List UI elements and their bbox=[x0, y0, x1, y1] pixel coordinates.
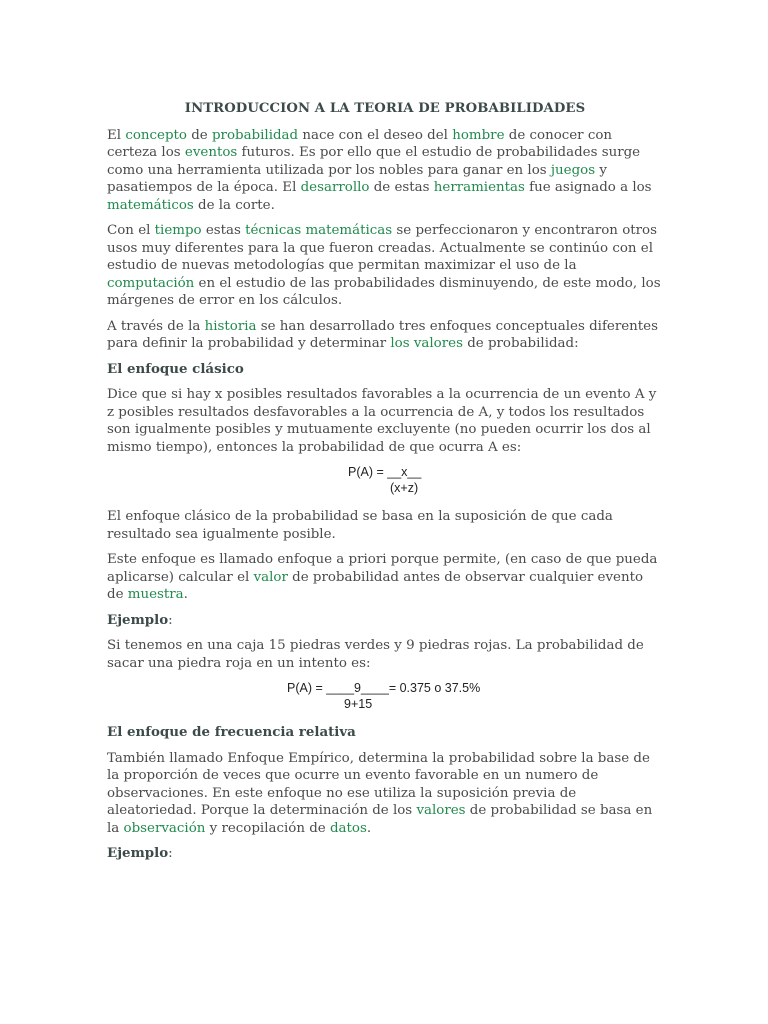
heading-classic-approach: El enfoque clásico bbox=[107, 360, 244, 377]
text-run: y recopilación de bbox=[205, 820, 330, 836]
text-run: en el estudio de las probabilidades disminuyendo, de este modo, los márgenes de error en los cálculos. bbox=[107, 275, 661, 308]
formula-example-main bbox=[287, 680, 480, 698]
text-run: y pasatiempos de la época. El bbox=[107, 162, 607, 195]
text-run: estas bbox=[201, 223, 246, 238]
formula-classic-denominator: (x+z) bbox=[390, 481, 419, 495]
formula-example-lhs: P(A) = bbox=[287, 681, 327, 695]
paragraph-example-1 bbox=[107, 637, 663, 672]
text-run: El enfoque clásico de la probabilidad se basa en la suposición de que cada resultado sea igualmente posible. bbox=[107, 509, 613, 542]
paragraph-a-priori bbox=[107, 551, 663, 604]
inline-link[interactable]: técnicas matemáticas bbox=[245, 223, 393, 238]
paragraph-relative-frequency bbox=[107, 750, 663, 838]
formula-classic-main bbox=[348, 464, 421, 482]
example-colon: : bbox=[168, 612, 173, 628]
formula-example-numerator: ____9____ bbox=[326, 681, 389, 695]
text-run: de bbox=[186, 127, 212, 143]
example-colon: : bbox=[168, 846, 173, 861]
formula-example-result: = 0.375 o 37.5% bbox=[388, 681, 481, 695]
inline-link[interactable]: desarrollo bbox=[300, 180, 370, 195]
example-label: Ejemplo bbox=[107, 611, 169, 628]
document-title: INTRODUCCION A LA TEORIA DE PROBABILIDADES bbox=[184, 101, 586, 116]
inline-link[interactable]: datos bbox=[329, 820, 367, 836]
inline-link[interactable]: eventos bbox=[184, 145, 238, 160]
text-run: También llamado Enfoque Empírico, determina la probabilidad sobre la base de la proporción de veces que ocurre un evento favorable en un numero de observaciones. En este enfoque no ese utiliza la suposición previa de aleatoriedad. Porque la determinación de los bbox=[107, 750, 650, 818]
inline-link[interactable]: juegos bbox=[550, 162, 596, 178]
text-run: Con el bbox=[107, 223, 155, 238]
text-run: Si tenemos en una caja 15 piedras verdes y 9 piedras rojas. La probabilidad de sacar una piedra roja en un intento es: bbox=[107, 638, 644, 671]
text-run: . bbox=[183, 587, 188, 602]
text-run: A través de la bbox=[107, 318, 205, 334]
text-run: Dice que si hay x posibles resultados favorables a la ocurrencia de un evento A y z posibles resultados desfavorables a la ocurrencia de A, y todos los resultados son igualmente posibles y mutuamente excluyente (no pueden ocurrir los dos al mismo tiempo), entonces la probabilidad de que ocurra A es: bbox=[107, 387, 657, 455]
inline-link[interactable]: observación bbox=[123, 820, 206, 836]
inline-link[interactable]: hombre bbox=[452, 127, 505, 143]
text-run: de estas bbox=[369, 180, 434, 195]
inline-link[interactable]: valores bbox=[416, 803, 466, 818]
paragraph-approaches bbox=[107, 318, 663, 353]
inline-link[interactable]: muestra bbox=[127, 587, 184, 602]
text-run: de conocer con certeza los bbox=[107, 127, 613, 160]
inline-link[interactable]: matemáticos bbox=[107, 197, 194, 213]
paragraph-classic-assumption bbox=[107, 508, 663, 543]
inline-link[interactable]: concepto bbox=[125, 127, 187, 143]
inline-link[interactable]: valor bbox=[253, 569, 288, 585]
text-run: Este enfoque es llamado enfoque a priori porque permite, (en caso de que pueda aplicarse) calcular el bbox=[107, 552, 658, 585]
inline-link[interactable]: historia bbox=[204, 318, 257, 334]
text-run: fue asignado a los bbox=[524, 180, 652, 195]
heading-example-1 bbox=[107, 612, 663, 630]
inline-link[interactable]: herramientas bbox=[433, 180, 525, 195]
text-run: . bbox=[366, 820, 372, 836]
inline-link[interactable]: los valores bbox=[390, 336, 463, 351]
formula-classic-numerator: __x__ bbox=[387, 465, 422, 479]
text-run: se han desarrollado tres enfoques conceptuales diferentes para definir la probabilidad y determinar bbox=[107, 318, 658, 351]
text-run: de la corte. bbox=[193, 197, 275, 213]
formula-classic bbox=[107, 464, 663, 502]
text-run: de probabilidad se basa en la bbox=[107, 803, 653, 836]
example-label: Ejemplo bbox=[107, 845, 169, 861]
paragraph-history bbox=[107, 222, 663, 310]
inline-link[interactable]: probabilidad bbox=[211, 127, 299, 143]
text-run: se perfeccionaron y encontraron otros usos muy diferentes para la que fueron creadas. Actualmente se continúo con el estudio de nuevas metodologías que permitan maximizar el uso de la bbox=[107, 223, 657, 273]
text-run: de probabilidad: bbox=[462, 336, 579, 351]
text-run: El bbox=[107, 127, 126, 143]
text-run: de probabilidad antes de observar cualquier evento de bbox=[107, 569, 644, 602]
text-run: futuros. Es por ello que el estudio de probabilidades surge como una herramienta utilizada por los nobles para ganar en los bbox=[107, 145, 641, 178]
formula-example-denominator: 9+15 bbox=[344, 697, 373, 711]
heading-example-2 bbox=[107, 845, 663, 863]
formula-example bbox=[107, 680, 663, 718]
inline-link[interactable]: tiempo bbox=[154, 223, 202, 238]
heading-relative-frequency: El enfoque de frecuencia relativa bbox=[107, 724, 356, 740]
paragraph-intro bbox=[107, 127, 663, 215]
text-run: nace con el deseo del bbox=[298, 127, 453, 143]
paragraph-classic-definition bbox=[107, 386, 663, 456]
document-page bbox=[107, 100, 663, 871]
inline-link[interactable]: computación bbox=[107, 275, 195, 291]
formula-classic-lhs: P(A) = bbox=[348, 465, 388, 479]
